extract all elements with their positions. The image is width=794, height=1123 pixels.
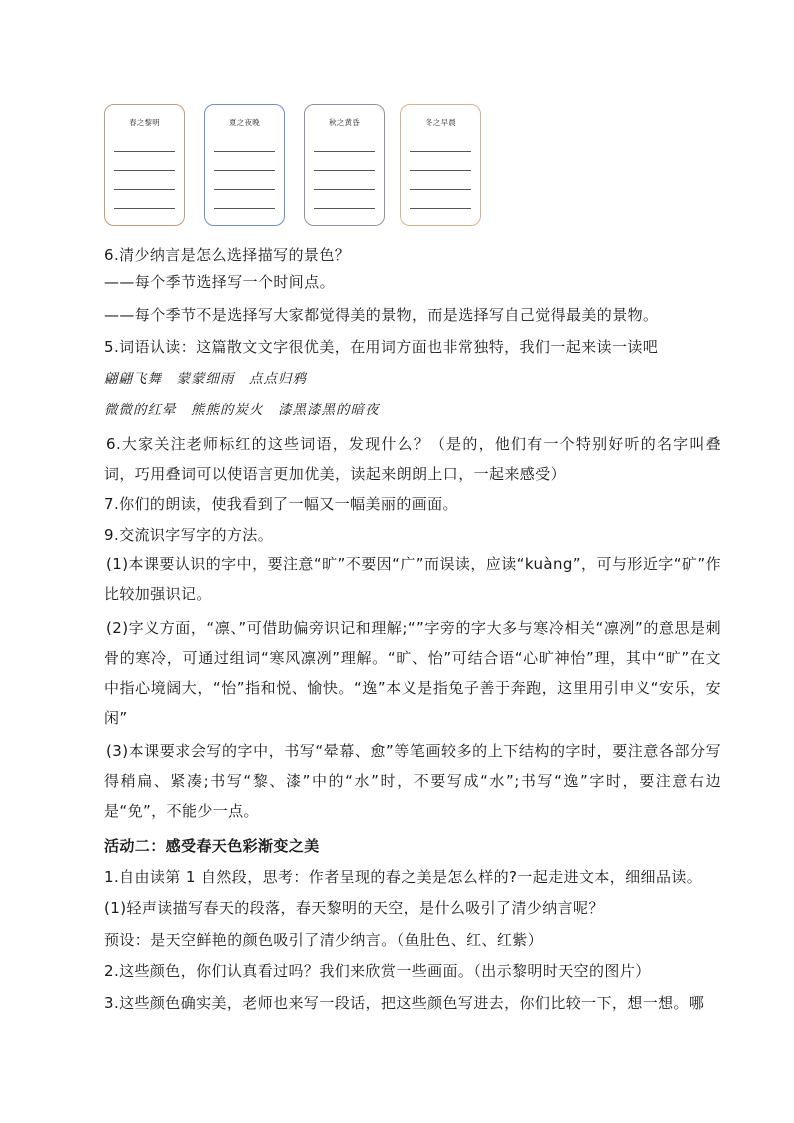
vocab-words-2: 微微的红晕 熊熊的炭火 漆黑漆黑的暗夜 <box>104 402 380 418</box>
card-spring-dawn <box>104 104 185 226</box>
paragraph-recognition: (1)本课要认识的字中，要注意“旷”不要因“广”而误读，应读“kuàng”，可与形近字“矿”作比较加强识记。 <box>104 555 721 603</box>
writing-line <box>314 189 375 190</box>
writing-line <box>314 170 375 171</box>
paragraph-compare: 3.这些颜色确实美，老师也来写一段话，把这些颜色写进去，你们比较一下，想一想。哪 <box>104 994 705 1012</box>
writing-line <box>410 170 471 171</box>
writing-line <box>314 208 375 209</box>
writing-line <box>214 151 275 152</box>
question-6: 6.清少纳言是怎么选择描写的景色？ <box>104 246 351 264</box>
paragraph-colors: 2.这些颜色，你们认真看过吗？我们来欣赏一些画面。（出示黎明时天空的图片） <box>104 962 651 980</box>
paragraph-method: 9.交流识字写字的方法。 <box>104 526 274 544</box>
writing-line <box>114 170 175 171</box>
writing-line <box>410 208 471 209</box>
writing-line <box>114 208 175 209</box>
card-winter-morning <box>400 104 481 226</box>
paragraph-reading: 7.你们的朗读，使我看到了一幅又一幅美丽的画面。 <box>104 495 458 513</box>
season-cards <box>104 104 494 226</box>
answer-line-2: ——每个季节不是选择写大家都觉得美的景物，而是选择写自己觉得最美的景物。 <box>104 306 659 324</box>
card-autumn-dusk <box>304 104 385 226</box>
writing-line <box>214 170 275 171</box>
writing-line <box>410 151 471 152</box>
paragraph-reduplication: 6.大家关注老师标红的这些词语，发现什么？（是的，他们有一个特别好听的名字叫叠词，巧用叠词可以使语言更加优美，读起来朗朗上口，一起来感受） <box>104 435 721 483</box>
card-title: 夏之夜晚 <box>229 118 260 127</box>
paragraph-preset: 预设：是天空鲜艳的颜色吸引了清少纳言。（鱼肚色、红、红紫） <box>104 931 544 949</box>
paragraph-question: (1)轻声读描写春天的段落，春天黎明的天空，是什么吸引了清少纳言呢？ <box>104 899 604 917</box>
writing-line <box>114 151 175 152</box>
writing-line <box>214 189 275 190</box>
writing-line <box>114 189 175 190</box>
answer-line-1: ——每个季节选择写一个时间点。 <box>104 273 336 291</box>
card-summer-night <box>204 104 285 226</box>
vocab-intro: 5.词语认读：这篇散文文字很优美，在用词方面也非常独特，我们一起来读一读吧 <box>104 338 659 356</box>
writing-line <box>410 189 471 190</box>
paragraph-writing: (3)本课要求会写的字中，书写“晕幕、愈”等笔画较多的上下结构的字时，要注意各部分写得稍扁、紧凑;书写“黎、漆”中的“水”时，不要写成“水”;书写“逸”字时，要注意右边是“免”，不能少一点。 <box>104 742 721 820</box>
paragraph-meaning: (2)字义方面，“凛、”可借助偏旁识记和理解;“”字旁的字大多与寒冷相关“凛冽”的意思是刺骨的寒冷，可通过组词“寒风凛冽”理解。“旷、怡”可结合语“心旷神怡”理，其中“旷”在文中指心境阔大，“怡”指和悦、愉快。“逸”本义是指兔子善于奔跑，这里用引申义“安乐，安闲” <box>104 619 721 727</box>
writing-line <box>214 208 275 209</box>
vocab-words-1: 翩翩飞舞 蒙蒙细雨 点点归鸦 <box>104 371 307 387</box>
writing-line <box>314 151 375 152</box>
paragraph-reading-task: 1.自由读第 1 自然段，思考：作者呈现的春之美是怎么样的?一起走进文本，细细品读。 <box>104 868 703 886</box>
card-title: 冬之早晨 <box>425 118 456 127</box>
activity-heading: 活动二：感受春天色彩渐变之美 <box>104 837 320 855</box>
card-title: 秋之黄昏 <box>329 118 360 127</box>
card-title: 春之黎明 <box>129 118 160 127</box>
